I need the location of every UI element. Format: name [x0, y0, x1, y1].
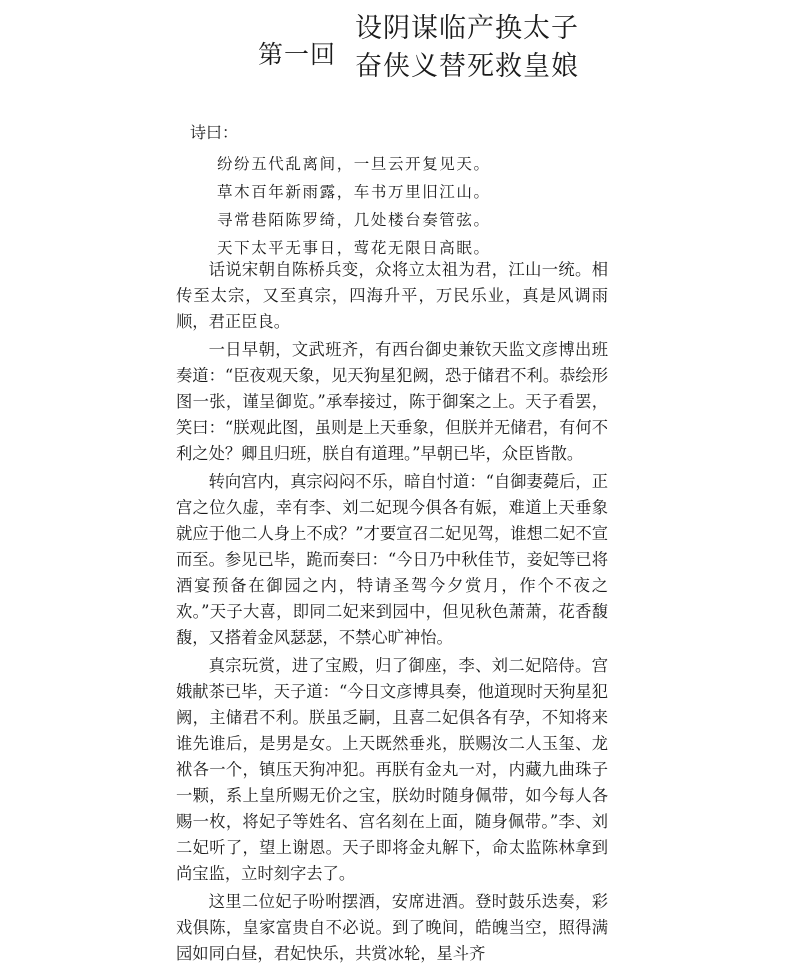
- chapter-title: [355, 10, 579, 86]
- poem-line: 纷纷五代乱离间，一旦云开复见天。: [217, 155, 491, 173]
- poem-line: 草木百年新雨露，车书万里旧江山。: [217, 183, 491, 201]
- chapter-number: 第一回: [258, 40, 337, 69]
- paragraph: 一日早朝，文武班齐，有西台御史兼钦天监文彦博出班奏道：“臣夜观天象，见天狗星犯阙，恐于储君不利。恭绘形图一张，谨呈御览。”承奉接过，陈于御案之上。天子看罢，笑曰：“朕观此图，虽则是上天垂象，但朕并无储君，有何不利之处？卿且归班，朕自有道理。”早朝已毕，众臣皆散。: [176, 340, 608, 463]
- chapter-title-line-2: 奋侠义替死救皇娘: [355, 51, 579, 82]
- body-text: [176, 257, 608, 969]
- poem-line: 天下太平无事日，莺花无限日高眠。: [217, 239, 491, 257]
- poem-intro: 诗曰：: [190, 123, 239, 142]
- poem: [217, 150, 491, 262]
- chapter-heading: [258, 10, 578, 90]
- paragraph: 转向宫内，真宗闷闷不乐，暗自忖道：“自御妻薨后，正宫之位久虚，幸有李、刘二妃现今俱各有娠，难道上天垂象就应于他二人身上不成？”才要宣召二妃见驾，谁想二妃不宣而至。参见已毕，跪而奏曰：“今日乃中秋佳节，妾妃等已将酒宴预备在御园之内，特请圣驾今夕赏月，作个不夜之欢。”天子大喜，即同二妃来到园中，但见秋色萧萧，花香馥馥，又搭着金风瑟瑟，不禁心旷神怡。: [176, 472, 608, 647]
- paragraph: 这里二位妃子吩咐摆酒，安席进酒。登时鼓乐迭奏，彩戏俱陈，皇家富贵自不必说。到了晚间，皓魄当空，照得满园如同白昼，君妃快乐，共赏冰轮，星斗齐: [176, 892, 608, 963]
- paragraph: 真宗玩赏，进了宝殿，归了御座，李、刘二妃陪侍。宫娥献茶已毕，天子道：“今日文彦博具奏，他道现时天狗星犯阙，主储君不利。朕虽乏嗣，且喜二妃俱各有孕，不知将来谁先谁后，是男是女。上天既然垂兆，朕赐汝二人玉玺、龙袱各一个，镇压天狗冲犯。再朕有金丸一对，内藏九曲珠子一颗，系上皇所赐无价之宝，朕幼时随身佩带，如今每人各赐一枚，将妃子等姓名、宫名刻在上面，随身佩带。”李、刘二妃听了，望上谢恩。天子即将金丸解下，命太监陈林拿到尚宝监，立时刻字去了。: [176, 656, 608, 883]
- poem-line: 寻常巷陌陈罗绮，几处楼台奏管弦。: [217, 211, 491, 229]
- paragraph: 话说宋朝自陈桥兵变，众将立太祖为君，江山一统。相传至太宗，又至真宗，四海升平，万民乐业，真是风调雨顺，君正臣良。: [176, 260, 608, 331]
- chapter-title-line-1: 设阴谋临产换太子: [355, 13, 579, 44]
